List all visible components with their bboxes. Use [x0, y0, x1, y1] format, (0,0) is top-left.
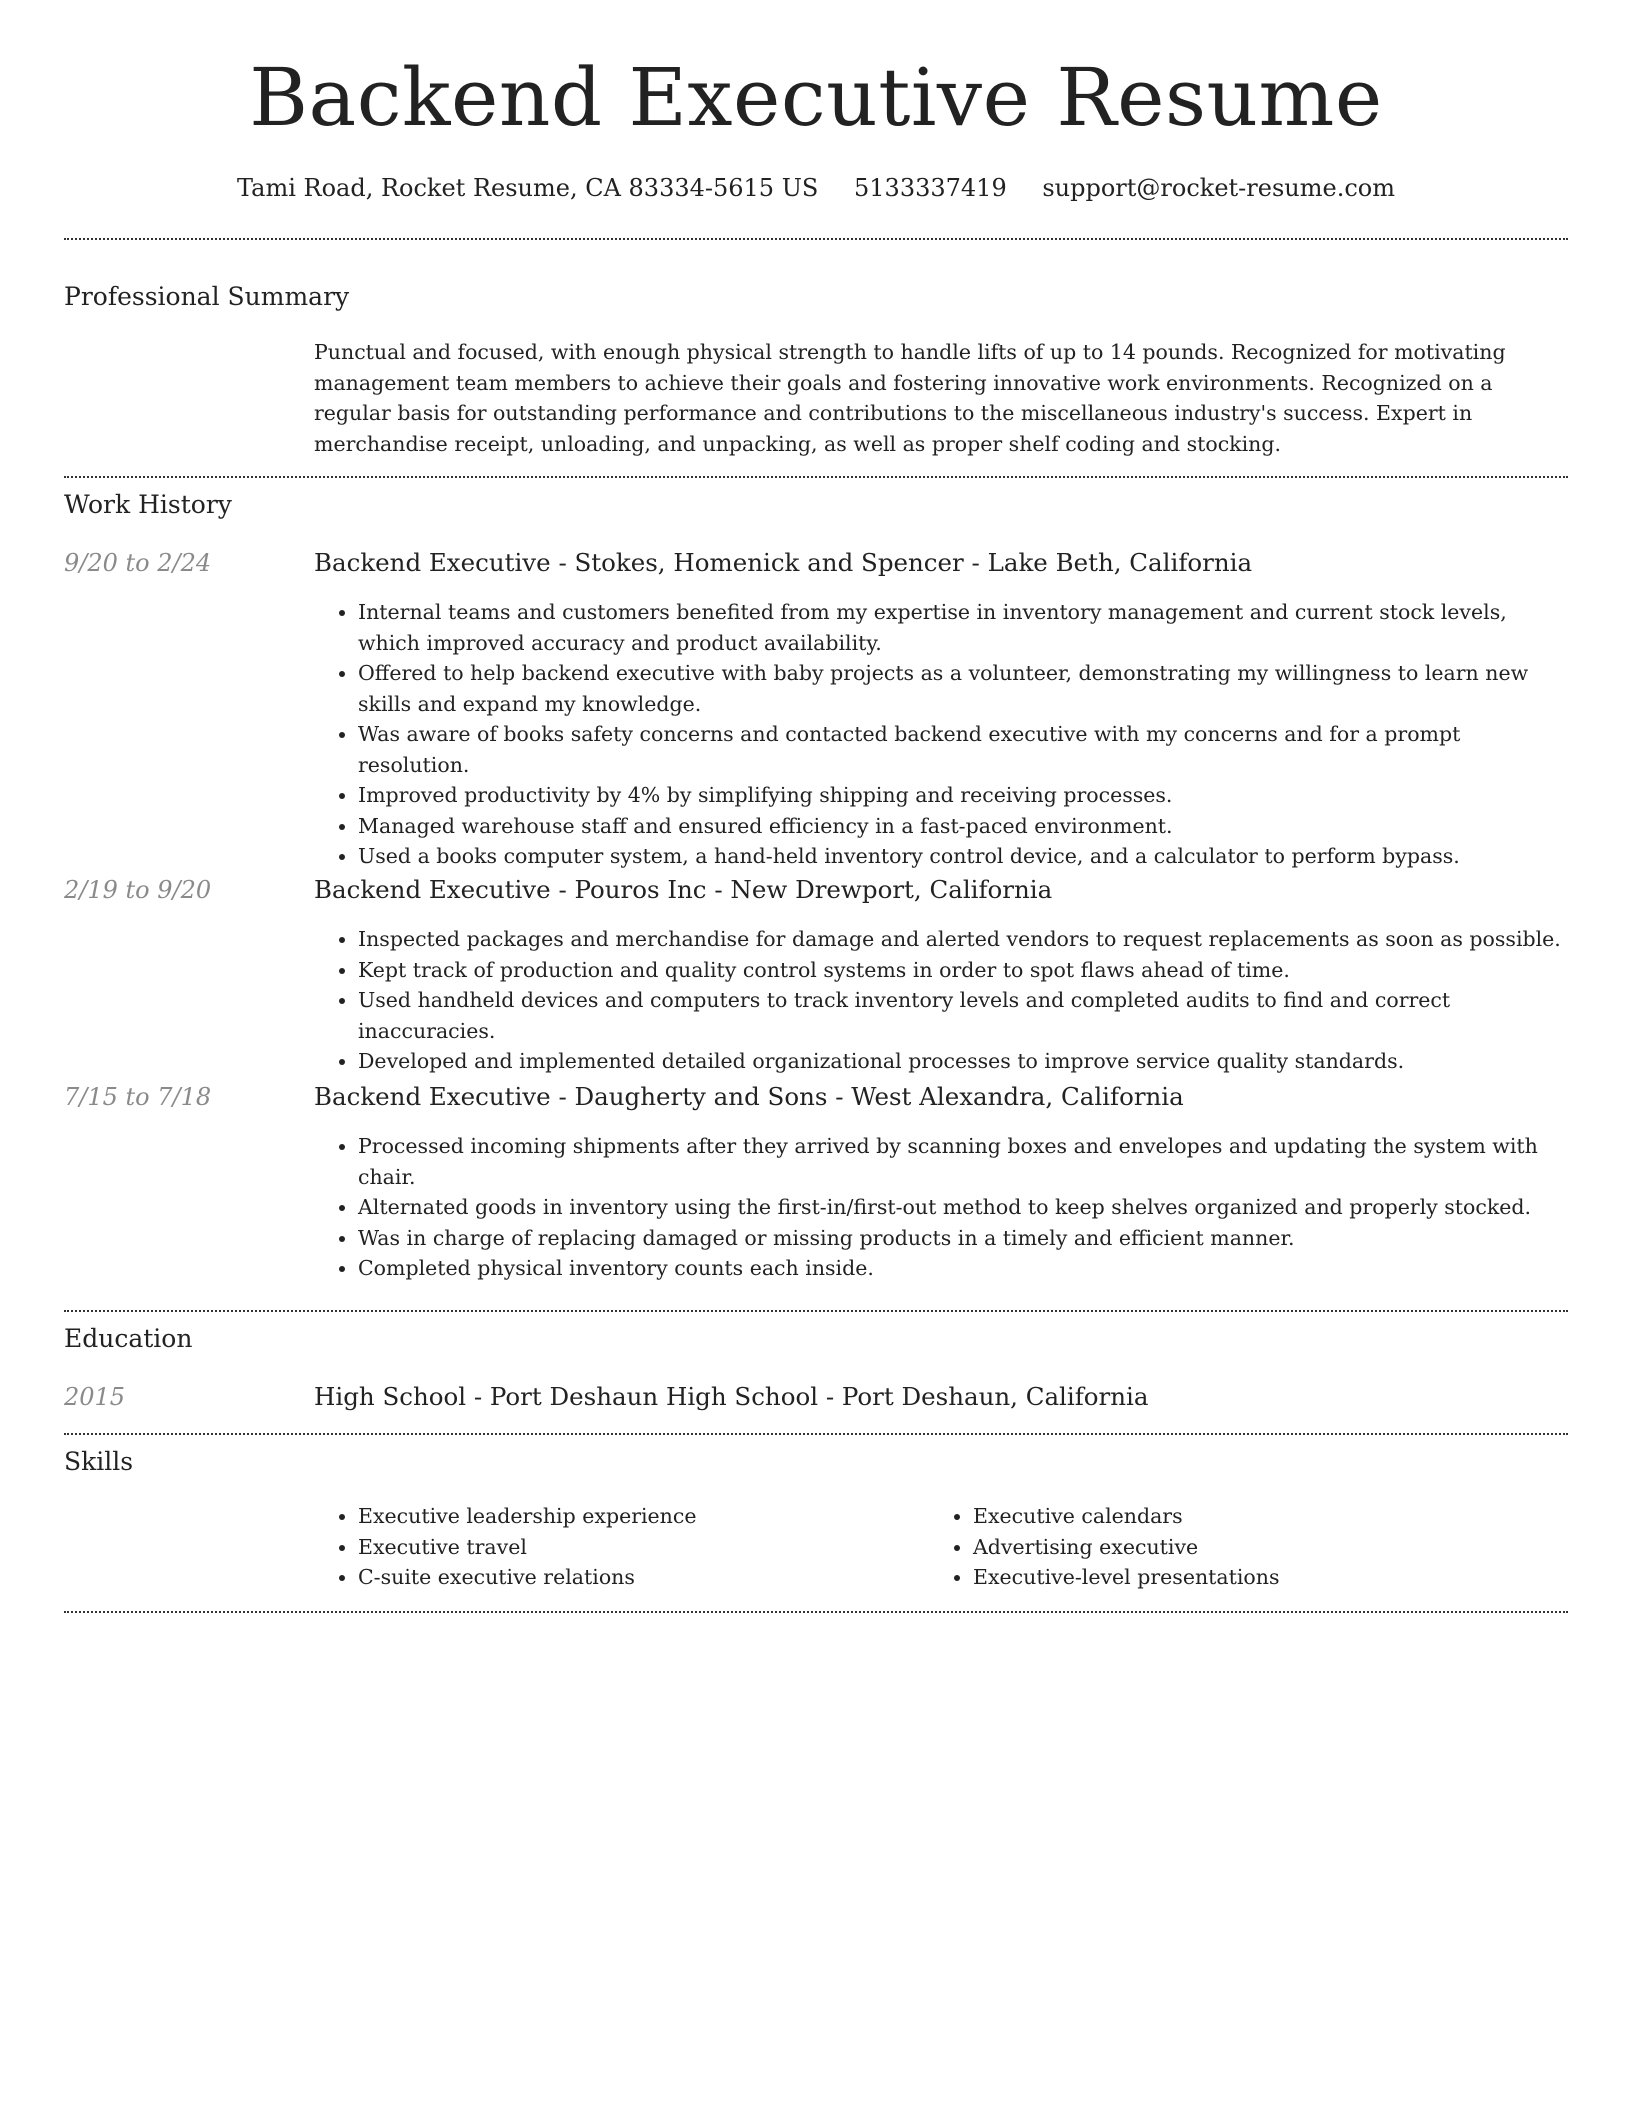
contact-phone: 5133337419 [854, 174, 1007, 202]
contact-line [0, 170, 1632, 206]
job-bullets [314, 1131, 1568, 1284]
divider [64, 1433, 1568, 1435]
list-item: • Used a books computer system, a hand-held inventory control device, and a calculator to perform bypass. [358, 841, 1568, 872]
divider [64, 1611, 1568, 1613]
list-item: • Advertising executive [973, 1532, 1529, 1563]
job-dates: 2/19 to 9/20 [64, 876, 212, 904]
job-title: Backend Executive - Pouros Inc - New Drewport, California [314, 875, 1053, 904]
list-item: • C-suite executive relations [358, 1562, 914, 1593]
list-item: • Executive-level presentations [973, 1562, 1529, 1593]
list-item: • Alternated goods in inventory using the first-in/first-out method to keep shelves organized and properly stocked. [358, 1192, 1568, 1223]
job-title: Backend Executive - Daugherty and Sons - West Alexandra, California [314, 1082, 1184, 1111]
list-item: • Kept track of production and quality control systems in order to spot flaws ahead of time. [358, 955, 1568, 986]
education-year: 2015 [64, 1383, 126, 1411]
education-heading: Education [64, 1324, 193, 1353]
list-item: • Executive calendars [973, 1501, 1529, 1532]
job-title: Backend Executive - Stokes, Homenick and Spencer - Lake Beth, California [314, 548, 1253, 577]
list-item: • Managed warehouse staff and ensured efficiency in a fast-paced environment. [358, 811, 1568, 842]
list-item: • Executive travel [358, 1532, 914, 1563]
list-item: • Internal teams and customers benefited from my expertise in inventory management and current stock levels, which improved accuracy and product availability. [358, 597, 1568, 658]
divider [64, 476, 1568, 478]
list-item: • Inspected packages and merchandise for damage and alerted vendors to request replacements as soon as possible. [358, 924, 1568, 955]
list-item: • Executive leadership experience [358, 1501, 914, 1532]
summary-text: Punctual and focused, with enough physical strength to handle lifts of up to 14 pounds. Recognized for motivating management team members to achieve their goals and fostering innovative work environments. Recognized on a regular basis for outstanding performance and contributions to the miscellaneous industry's success. Expert in merchandise receipt, unloading, and unpacking, as well as proper shelf coding and stocking. [314, 340, 1506, 456]
list-item: • Processed incoming shipments after they arrived by scanning boxes and envelopes and updating the system with chair. [358, 1131, 1568, 1192]
list-item: • Improved productivity by 4% by simplifying shipping and receiving processes. [358, 780, 1568, 811]
contact-email: support@rocket-resume.com [1042, 174, 1395, 202]
work-history-heading: Work History [64, 490, 232, 519]
list-item: • Offered to help backend executive with baby projects as a volunteer, demonstrating my willingness to learn new skills and expand my knowledge. [358, 658, 1568, 719]
contact-address: Tami Road, Rocket Resume, CA 83334-5615 US [237, 174, 819, 202]
job-dates: 7/15 to 7/18 [64, 1083, 212, 1111]
list-item: • Used handheld devices and computers to track inventory levels and completed audits to find and correct inaccuracies. [358, 985, 1568, 1046]
job-bullets [314, 924, 1568, 1077]
divider [64, 1310, 1568, 1312]
list-item: • Developed and implemented detailed organizational processes to improve service quality standards. [358, 1046, 1568, 1077]
job-bullets [314, 597, 1568, 872]
job-dates: 9/20 to 2/24 [64, 549, 212, 577]
list-item: • Completed physical inventory counts each inside. [358, 1253, 1568, 1284]
education-entry: High School - Port Deshaun High School - Port Deshaun, California [314, 1382, 1149, 1411]
divider [64, 238, 1568, 240]
skills-list-right [929, 1501, 1529, 1593]
summary-heading: Professional Summary [64, 282, 350, 311]
skills-heading: Skills [64, 1447, 134, 1476]
list-item: • Was aware of books safety concerns and contacted backend executive with my concerns and for a prompt resolution. [358, 719, 1568, 780]
list-item: • Was in charge of replacing damaged or missing products in a timely and efficient manner. [358, 1223, 1568, 1254]
skills-list-left [314, 1501, 914, 1593]
resume-title: Backend Executive Resume [249, 51, 1383, 144]
